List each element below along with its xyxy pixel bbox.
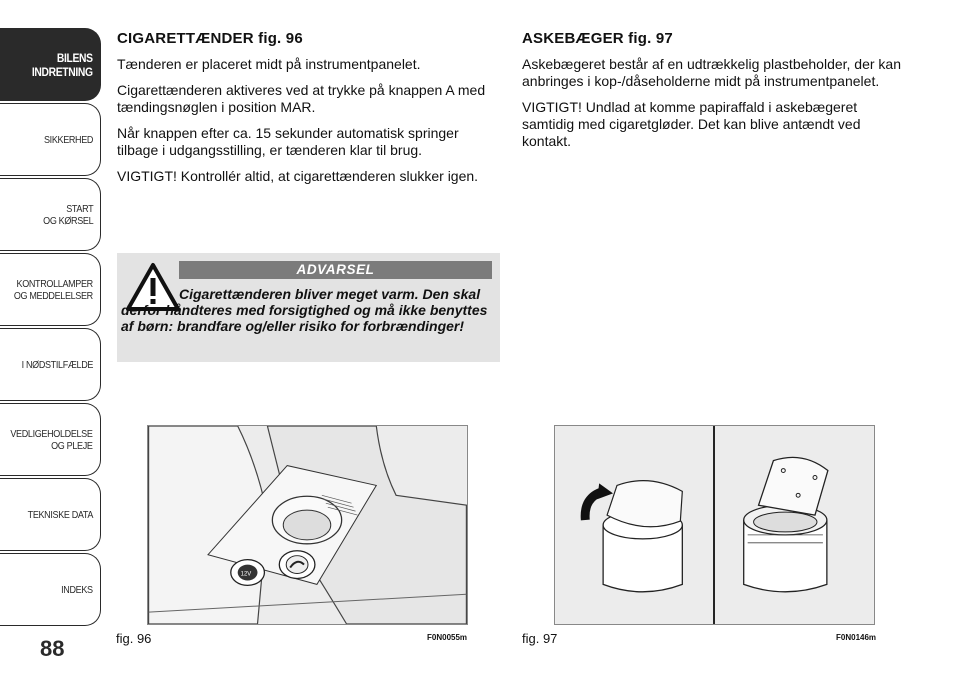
tab-vedligeholdelse[interactable] — [0, 403, 101, 476]
figure-97-ashtray — [554, 425, 875, 625]
tab-label: SIKKERHED — [43, 133, 93, 146]
section-heading: ASKEBÆGER fig. 97 — [522, 30, 673, 47]
tab-start-og-korsel[interactable] — [0, 178, 101, 251]
left-column — [117, 30, 497, 194]
paragraph: Cigarettænderen aktiveres ved at trykke på knappen A med tændingsnøglen i position MAR. — [117, 82, 486, 115]
right-column — [522, 30, 902, 159]
cigarette-lighter-illustration — [148, 426, 467, 624]
paragraph: Tænderen er placeret midt på instrumentpanelet. — [117, 56, 421, 72]
figure-caption: fig. 97 — [522, 631, 558, 646]
tab-bilens-indretning[interactable] — [0, 28, 101, 101]
warning-box — [117, 253, 500, 362]
tab-label: INDEKS — [61, 583, 93, 596]
paragraph: VIGTIGT! Undlad at komme papiraffald i askebægeret samtidig med cigaretgløder. Det kan blive antændt ved kontakt. — [522, 99, 861, 149]
tab-indeks[interactable] — [0, 553, 101, 626]
tab-sikkerhed[interactable] — [0, 103, 101, 176]
warning-text: Cigarettænderen bliver meget varm. Den skal derfor håndteres med forsigtighed og må ikke benyttes af børn: brandfare og/eller risiko for forbrændinger! — [121, 286, 488, 334]
page-number: 88 — [40, 636, 65, 661]
tab-label: VEDLIGEHOLDELSE OG PLEJE — [10, 427, 93, 452]
paragraph: Askebægeret består af en udtrækkelig plastbeholder, der kan anbringes i kop-/dåseholderne midt på instrumentpanelet. — [522, 56, 902, 89]
figure-caption: fig. 96 — [116, 631, 152, 646]
section-heading: CIGARETTÆNDER fig. 96 — [117, 30, 303, 47]
tab-nodstilfaelde[interactable] — [0, 328, 101, 401]
tab-label: I NØDSTILFÆLDE — [21, 358, 93, 371]
figure-code: F0N0055m — [427, 633, 468, 642]
figure-96-cigarette-lighter — [147, 425, 468, 625]
ashtray-illustration — [555, 426, 874, 624]
tab-label: KONTROLLAMPER OG MEDDELELSER — [14, 277, 93, 302]
tab-label: START OG KØRSEL — [42, 202, 93, 227]
paragraph: Når knappen efter ca. 15 sekunder automatisk springer tilbage i udgangsstilling, er tænderen klar til brug. — [117, 125, 459, 158]
tab-kontrollamper[interactable] — [0, 253, 101, 326]
tab-tekniske-data[interactable] — [0, 478, 101, 551]
tab-label: TEKNISKE DATA — [27, 508, 93, 521]
socket-label: 12V — [240, 571, 252, 578]
figure-code: F0N0146m — [836, 633, 877, 642]
tab-label: BILENS INDRETNING — [32, 50, 93, 79]
paragraph: VIGTIGT! Kontrollér altid, at cigarettænderen slukker igen. — [117, 168, 479, 184]
warning-title: ADVARSEL — [179, 261, 492, 279]
